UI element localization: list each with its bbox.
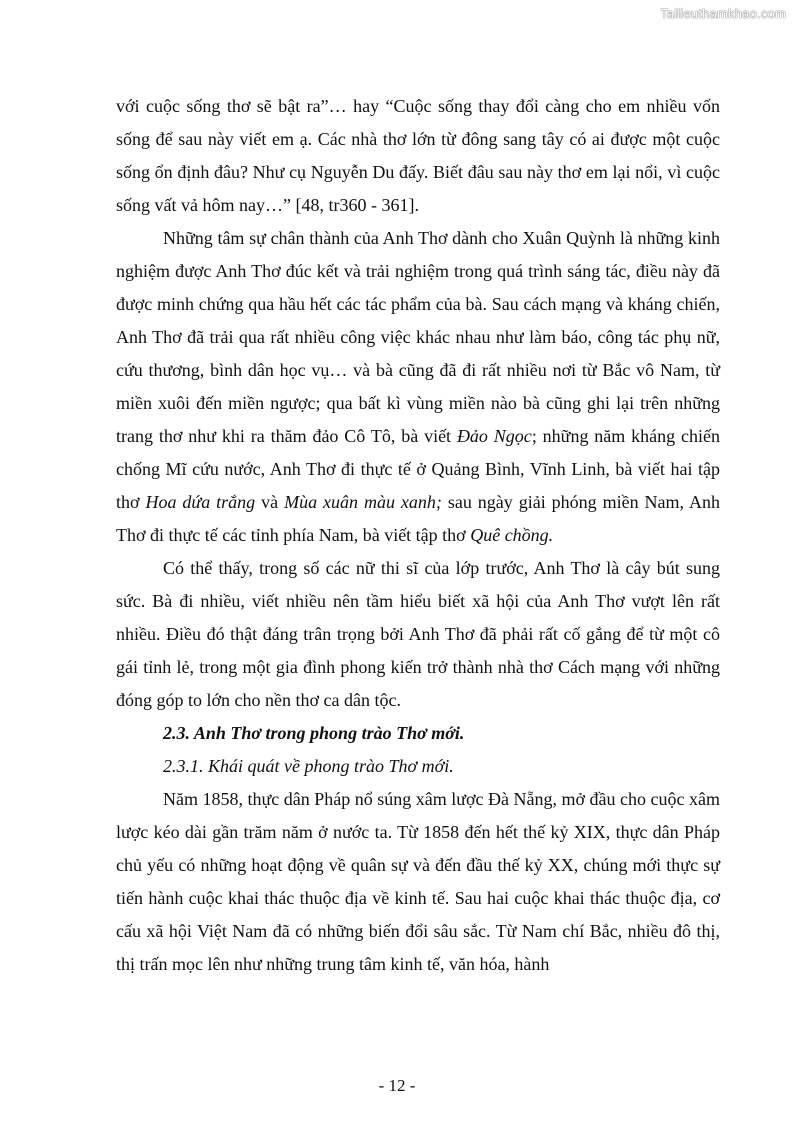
- paragraph-2-text-3: và: [255, 492, 285, 512]
- page-body: [116, 90, 720, 981]
- paragraph-1: với cuộc sống thơ sẽ bật ra”… hay “Cuộc sống thay đổi càng cho em nhiều vốn sống để sau này viết em ạ. Các nhà thơ lớn từ đông sang tây có ai được một cuộc sống ổn định đâu? Như cụ Nguyễn Du đấy. Biết đâu sau này thơ em lại nổi, vì cuộc sống vất vả hôm nay…” [48, tr360 - 361].: [116, 96, 720, 215]
- paragraph-3: Có thể thấy, trong số các nữ thi sĩ của lớp trước, Anh Thơ là cây bút sung sức. Bà đi nhiều, viết nhiều nên tầm hiểu biết xã hội của Anh Thơ vượt lên rất nhiều. Điều đó thật đáng trân trọng bởi Anh Thơ đã phải rất cố gắng để từ một cô gái tỉnh lẻ, trong một gia đình phong kiến trở thành nhà thơ Cách mạng với những đóng góp to lớn cho nền thơ ca dân tộc.: [116, 558, 720, 710]
- work-title-que-chong: Quê chồng.: [470, 525, 554, 545]
- section-heading: 2.3. Anh Thơ trong phong trào Thơ mới.: [163, 723, 465, 743]
- work-title-dao-ngoc: Đảo Ngọc: [456, 426, 532, 446]
- subsection-heading: 2.3.1. Khái quát về phong trào Thơ mới.: [163, 756, 454, 776]
- paragraph-2-text-2: ; những năm kháng chiến chống Mĩ cứu nước, Anh Thơ đi thực tế ở Quảng Bình, Vĩnh Linh, bà viết hai tập thơ: [116, 426, 721, 512]
- paragraph-4: Năm 1858, thực dân Pháp nổ súng xâm lược Đà Nẵng, mở đầu cho cuộc xâm lược kéo dài gần trăm năm ở nước ta. Từ 1858 đến hết thế kỷ XIX, thực dân Pháp chủ yếu có những hoạt động về quân sự và đến đầu thế kỷ XX, chúng mới thực sự tiến hành cuộc khai thác thuộc địa về kinh tế. Sau hai cuộc khai thác thuộc địa, cơ cấu xã hội Việt Nam đã có những biến đổi sâu sắc. Từ Nam chí Bắc, nhiều đô thị, thị trấn mọc lên như những trung tâm kinh tế, văn hóa, hành: [116, 789, 720, 974]
- paragraph-2: [116, 222, 720, 552]
- work-title-mua-xuan-mau-xanh: Mùa xuân màu xanh;: [284, 492, 442, 512]
- paragraph-2-text-1: Những tâm sự chân thành của Anh Thơ dành cho Xuân Quỳnh là những kinh nghiệm được Anh Thơ đúc kết và trải nghiệm trong quá trình sáng tác, điều này đã được minh chứng qua hầu hết các tác phẩm của bà. Sau cách mạng và kháng chiến, Anh Thơ đã trải qua rất nhiều công việc khác nhau như làm báo, công tác phụ nữ, cứu thương, bình dân học vụ… và bà cũng đã đi rất nhiều nơi từ Bắc vô Nam, từ miền xuôi đến miền ngược; qua bất kì vùng miền nào bà cũng ghi lại trên những trang thơ như khi ra thăm đảo Cô Tô, bà viết: [116, 228, 720, 446]
- work-title-hoa-dua-trang: Hoa dứa trắng: [145, 492, 256, 512]
- watermark-text: Tailieuthamkhao.com: [660, 6, 786, 21]
- paragraph-2-text-4: sau ngày giải phóng miền Nam, Anh Thơ đi thực tế các tỉnh phía Nam, bà viết tập thơ: [116, 492, 720, 545]
- page-number: - 12 -: [378, 1076, 416, 1095]
